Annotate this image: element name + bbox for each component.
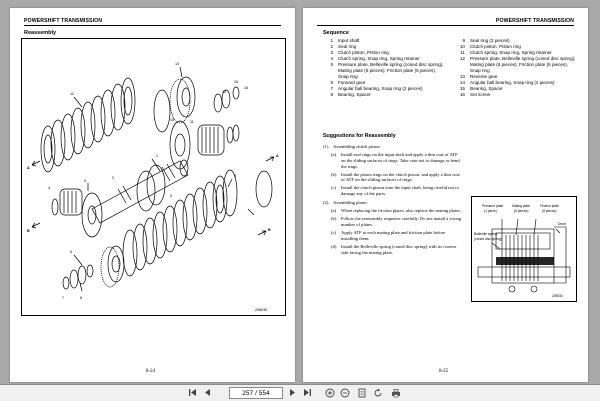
viewer-toolbar [0, 384, 600, 401]
page-number: 8-24 [146, 369, 156, 374]
step-1-marker: (1) [323, 143, 329, 149]
callout-13: 13 [175, 62, 180, 66]
lower-clutch-plates [123, 170, 272, 276]
label-pressure-plate: Pressure plate [482, 204, 504, 208]
sequence-text: Bearing, Spacer [338, 92, 371, 97]
left-page [10, 8, 295, 382]
suggestion-item [331, 244, 463, 256]
sequence-item [317, 62, 445, 80]
callout-1: 1 [156, 154, 159, 158]
suggestion-text: Install the piston rings on the clutch piston, and apply a thin coat of ATF on the sliding surfaces of rings. [341, 171, 460, 183]
sequence-text: Clutch piston, Piston ring [470, 44, 521, 49]
right-page [303, 8, 588, 382]
sequence-number: 2 [330, 44, 333, 49]
sequence-item [449, 92, 577, 98]
label-mating-plate: Mating plate [512, 204, 530, 208]
rotate-icon[interactable] [372, 387, 384, 398]
sequence-number: 11 [460, 50, 465, 55]
plate-section-drawing [472, 197, 576, 301]
zoom-out-icon[interactable] [339, 387, 351, 398]
suggestion-marker: (c) [331, 185, 337, 191]
label-mating-plate-qty: (6 pieces) [514, 209, 529, 213]
sequence-number: 8 [330, 92, 333, 97]
callout-11: 11 [190, 120, 194, 124]
suggestion-text: Install the Belleville spring (coned disc spring) with its convex side facing the mating plate. [341, 243, 457, 255]
suggestion-text: Follow the reassembly sequence carefully. Do not install a wrong number of plates. [341, 215, 462, 227]
suggestion-item [331, 172, 463, 184]
callout-7: 7 [62, 296, 65, 300]
callout-8: 8 [80, 296, 83, 300]
label-pressure-plate-qty: (1 piece) [484, 209, 497, 213]
sequence-text: Angular ball bearing, Snap ring (2 pieces) [470, 80, 555, 85]
sequence-text: Reverse gear [470, 74, 498, 79]
section-title: Reassembly [24, 30, 57, 36]
sequence-number: 9 [462, 38, 465, 43]
sequence-item [449, 56, 577, 74]
upper-clutch-plates [41, 78, 135, 172]
suggestion-marker: (b) [331, 171, 337, 177]
clutch-spring-pack [198, 125, 239, 155]
step-1-title: Assembling clutch piston [333, 143, 380, 149]
callout-3: 3 [84, 179, 87, 183]
suggestion-text: Apply ATF to each mating plate and friction plate before installing them. [341, 229, 446, 241]
step-2-title: Assembling plates [333, 200, 367, 206]
sequence-list-left [317, 38, 445, 98]
suggestions-title: Suggestions for Reassembly [323, 133, 396, 139]
step-2 [323, 200, 463, 206]
label-friction-plate-qty: (5 pieces) [542, 209, 557, 213]
suggestion-item [331, 216, 463, 228]
callout-B-left: B [27, 229, 30, 233]
suggestion-marker: (c) [331, 229, 337, 235]
sequence-number: 4 [330, 56, 333, 61]
sequence-number: 3 [330, 50, 333, 55]
callout-A-left: A [27, 166, 30, 170]
sequence-number: 16 [459, 92, 465, 97]
suggestion-item [331, 152, 463, 170]
next-page-icon[interactable] [286, 387, 298, 398]
step-2-marker: (2) [323, 200, 329, 206]
plate-figure-labels [474, 204, 566, 298]
sequence-text: Clutch piston, Piston ring [338, 50, 389, 55]
header-rule [24, 25, 281, 26]
sequence-text: Clutch spring, Snap ring, Spring retainer [338, 56, 420, 61]
sequence-number: 7 [330, 86, 333, 91]
print-icon[interactable] [390, 387, 402, 398]
step-1-items [323, 152, 463, 197]
sequence-text: Set screw [470, 92, 491, 97]
last-page-icon[interactable] [301, 387, 313, 398]
sequence-list-right [449, 38, 577, 98]
current-page: 257 [242, 389, 254, 397]
sequence-number: 13 [459, 74, 465, 79]
callout-15: 15 [234, 80, 239, 84]
label-belleville: Belleville spring [474, 232, 497, 236]
suggestion-marker: (b) [331, 215, 337, 221]
zoom-in-icon[interactable] [324, 387, 336, 398]
sequence-number: 6 [330, 80, 333, 85]
step-1 [323, 144, 463, 150]
page-number-field[interactable] [229, 387, 283, 399]
prev-page-icon[interactable] [201, 387, 213, 398]
sequence-text: Angular ball bearing, Snap ring (2 pieces) [338, 86, 423, 91]
sequence-number: 5 [330, 62, 333, 67]
exploded-view-figure [21, 38, 286, 316]
sequence-number: 1 [330, 38, 333, 43]
sequence-number: 12 [459, 56, 465, 61]
sequence-number: 15 [459, 86, 465, 91]
fit-page-icon[interactable] [356, 387, 368, 398]
suggestions [323, 134, 463, 255]
figure-code: 208931 [552, 294, 564, 298]
suggestion-marker: (d) [331, 243, 337, 249]
suggestion-marker: (a) [331, 151, 337, 157]
step-2-items [323, 208, 463, 255]
first-page-icon[interactable] [186, 387, 198, 398]
reverse-gear [154, 77, 195, 132]
callout-6: 6 [70, 250, 73, 254]
suggestion-item [331, 230, 463, 242]
suggestion-item [331, 208, 463, 214]
page-header: POWERSHIFT TRANSMISSION [495, 18, 574, 24]
callout-9: 9 [170, 194, 173, 198]
sequence-item [317, 92, 445, 98]
figure-callouts [27, 62, 279, 312]
forward-gear [101, 246, 124, 287]
sequence-text: Seal ring (3 pieces) [470, 38, 510, 43]
sequence-text: Forward gear [338, 80, 366, 85]
lower-spring-pack [52, 189, 82, 215]
callout-4: 4 [48, 186, 51, 190]
exploded-view-drawing [22, 39, 285, 315]
page-header: POWERSHIFT TRANSMISSION [24, 18, 103, 24]
plate-section-figure [471, 196, 577, 302]
sequence-number: 14 [459, 80, 465, 85]
sequence-text: Pressure plate, Belleville spring (coned disc spring), Mating plate (6 pieces), Friction plate (5 pieces), Snap ring [338, 62, 444, 79]
callout-B-right: B [268, 228, 271, 232]
figure-code: 208930 [255, 308, 268, 312]
suggestion-text: Install the clutch piston onto the input shaft, being careful not to damage any of the parts. [341, 185, 459, 197]
label-belleville-sub: (coned disc spring) [474, 237, 502, 241]
callout-14: 14 [222, 90, 227, 94]
page-separator: / [255, 389, 257, 397]
callout-2: 2 [112, 176, 115, 180]
sequence-text: Pressure plate, Belleville spring (coned disc spring), Mating plate (6 pieces), Friction plate (5 pieces), Snap ring [470, 56, 576, 73]
sequence-number: 10 [459, 44, 465, 49]
page-number: 8-25 [439, 369, 449, 374]
label-drum: Drum [558, 222, 567, 226]
total-pages: 554 [258, 389, 270, 397]
sequence-text: Bearing, Spacer [470, 86, 503, 91]
callout-12: 12 [70, 92, 75, 96]
sequence-text: Seal ring [338, 44, 357, 49]
header-rule [317, 25, 574, 26]
sequence-title: Sequence [323, 30, 349, 36]
callout-16: 16 [244, 86, 249, 90]
sequence-text: Clutch spring, Snap ring, Spring retainer [470, 50, 552, 55]
suggestion-text: Install seal rings on the input shaft and apply a thin coat of ATF on the sliding surfaces of rings. Take care not to damage or bend the rings. [341, 151, 460, 169]
callout-A-right: A [276, 154, 279, 158]
callout-5: 5 [234, 174, 237, 178]
suggestion-text: When replacing the friction plates, also replace the mating plates. [341, 208, 462, 214]
suggestion-item [331, 185, 463, 197]
sequence-text: Input shaft [338, 38, 360, 43]
suggestion-marker: (a) [331, 208, 337, 214]
callout-10: 10 [170, 118, 175, 122]
label-friction-plate: Friction plate [540, 204, 559, 208]
